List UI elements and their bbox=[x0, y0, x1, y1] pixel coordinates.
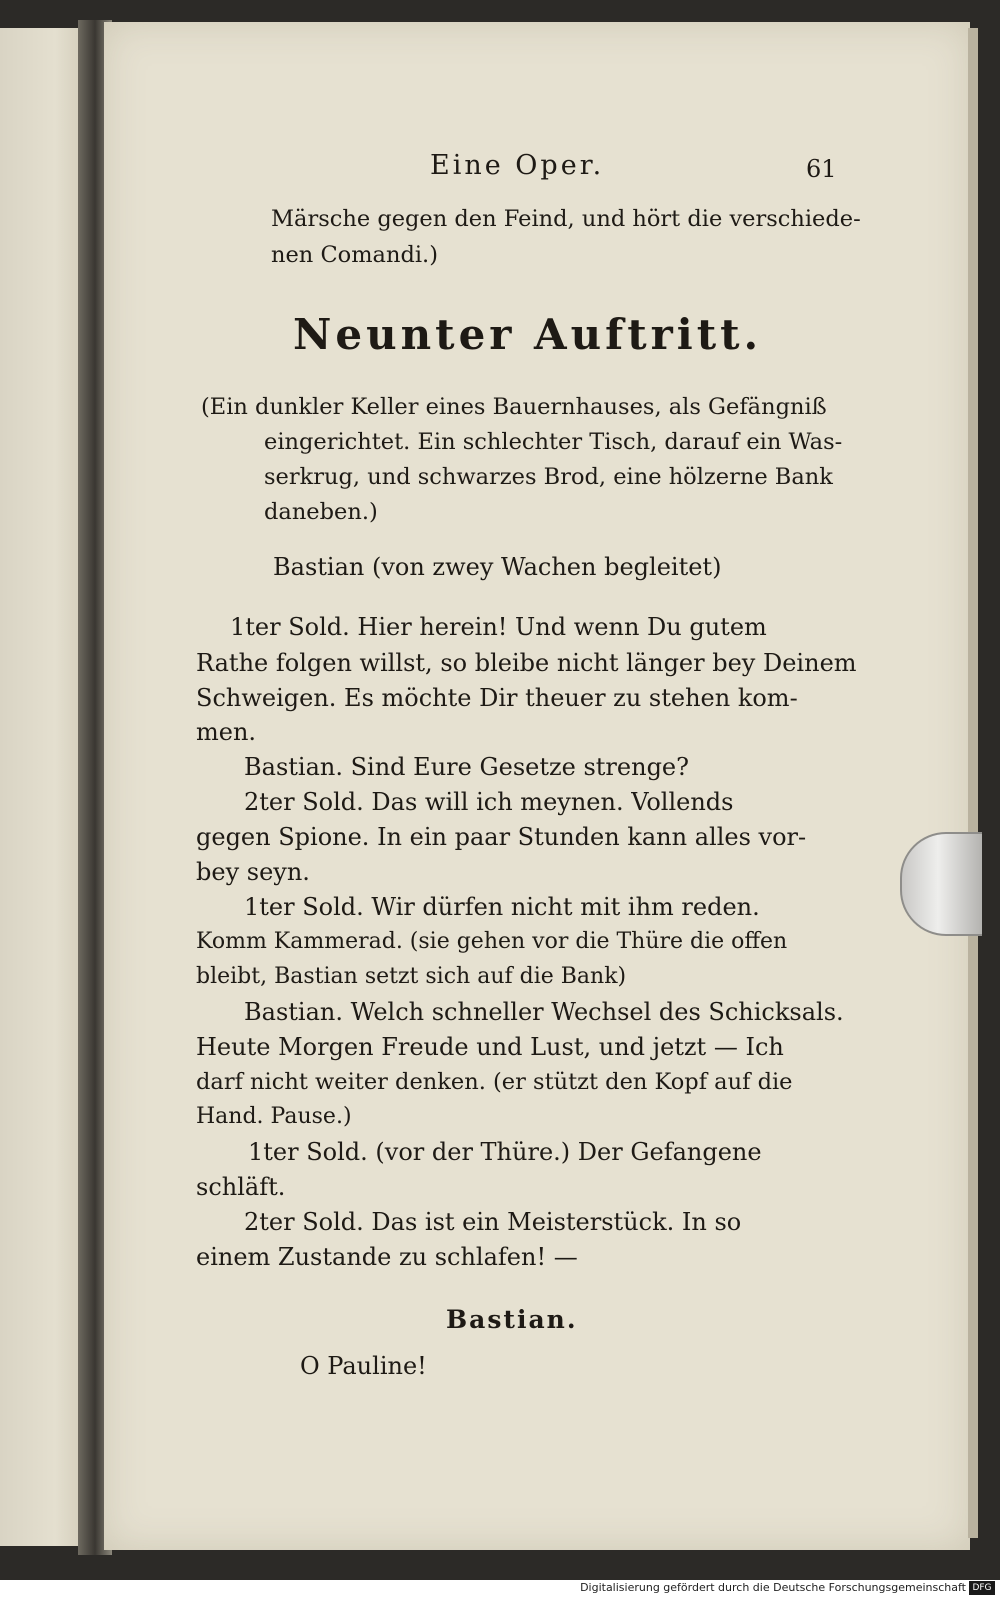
page-number: 61 bbox=[806, 155, 837, 183]
entrance-line: Bastian (von zwey Wachen begleitet) bbox=[273, 553, 722, 581]
dialogue-line: Heute Morgen Freude und Lust, und jetzt — Ich bbox=[196, 1033, 784, 1061]
final-speaker: Bastian. bbox=[446, 1305, 578, 1334]
scene-heading: Neunter Auftritt. bbox=[293, 310, 763, 359]
dialogue-line: Bastian. Welch schneller Wechsel des Schicksals. bbox=[244, 998, 844, 1026]
dialogue-line: 1ter Sold. Hier herein! Und wenn Du gutem bbox=[230, 613, 767, 641]
dialogue-line: 2ter Sold. Das ist ein Meisterstück. In so bbox=[244, 1208, 742, 1236]
dialogue-line: Schweigen. Es möchte Dir theuer zu stehen kom- bbox=[196, 684, 798, 712]
dialogue-line: schläft. bbox=[196, 1173, 286, 1201]
digitization-credit: Digitalisierung gefördert durch die Deutsche Forschungsgemeinschaft bbox=[580, 1581, 966, 1594]
final-line: O Pauline! bbox=[300, 1352, 427, 1380]
page-clip bbox=[900, 832, 982, 936]
dialogue-line: bleibt, Bastian setzt sich auf die Bank) bbox=[196, 964, 627, 989]
stage-direction-line: serkrug, und schwarzes Brod, eine hölzerne Bank bbox=[264, 464, 833, 490]
stage-direction-line: (Ein dunkler Keller eines Bauernhauses, als Gefängniß bbox=[201, 394, 827, 420]
dialogue-line: einem Zustande zu schlafen! — bbox=[196, 1243, 578, 1271]
dialogue-line: Bastian. Sind Eure Gesetze strenge? bbox=[244, 753, 689, 781]
running-title: Eine Oper. bbox=[430, 150, 605, 181]
dialogue-line: 2ter Sold. Das will ich meynen. Vollends bbox=[244, 788, 734, 816]
stage-direction-line: eingerichtet. Ein schlechter Tisch, darauf ein Was- bbox=[264, 429, 843, 455]
dialogue-line: darf nicht weiter denken. (er stützt den Kopf auf die bbox=[196, 1069, 793, 1095]
stage-direction-line: daneben.) bbox=[264, 499, 378, 525]
dialogue-line: 1ter Sold. Wir dürfen nicht mit ihm reden. bbox=[244, 893, 760, 921]
dialogue-line: Komm Kammerad. (sie gehen vor die Thüre die offen bbox=[196, 929, 788, 954]
continuation-line: Märsche gegen den Feind, und hört die verschiede- bbox=[271, 206, 861, 232]
dialogue-line: men. bbox=[196, 718, 257, 746]
continuation-line: nen Comandi.) bbox=[271, 242, 438, 268]
dfg-logo: DFG bbox=[969, 1581, 995, 1595]
dialogue-line: Rathe folgen willst, so bleibe nicht länger bey Deinem bbox=[196, 649, 857, 677]
dialogue-line: Hand. Pause.) bbox=[196, 1104, 352, 1129]
dialogue-line: 1ter Sold. (vor der Thüre.) Der Gefangene bbox=[248, 1138, 762, 1166]
dialogue-line: gegen Spione. In ein paar Stunden kann alles vor- bbox=[196, 823, 807, 851]
dialogue-line: bey seyn. bbox=[196, 858, 310, 886]
page-edge bbox=[968, 28, 978, 1538]
